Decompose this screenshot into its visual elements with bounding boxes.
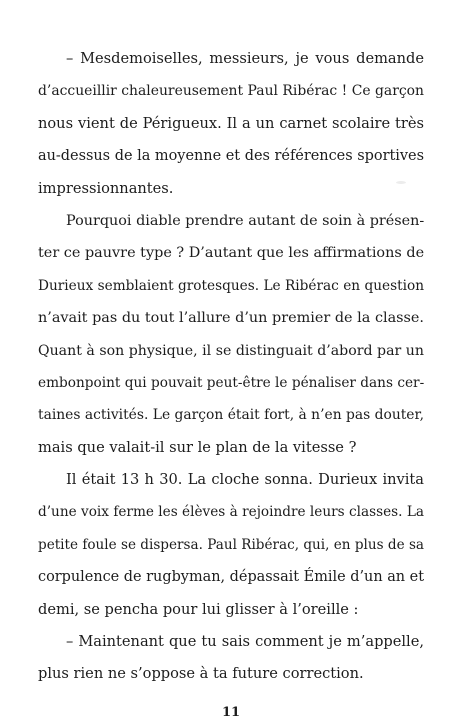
text-line: mais que valait-il sur le plan de la vitesse ? (38, 438, 357, 456)
paragraph (38, 43, 424, 205)
body-text (38, 43, 424, 691)
text-line: impressionnantes. (38, 179, 174, 197)
text-line: demi, se pencha pour lui glisser à l’oreille : (38, 600, 359, 618)
text-line: Quant à son physique, il se distinguait d’abord par un (38, 342, 424, 359)
text-line: – Maintenant que tu sais comment je m’appelle, (66, 633, 424, 651)
text-line: corpulence de rugbyman, dépassait Émile d’un an et (38, 569, 424, 586)
text-line: au-dessus de la moyenne et des références sportives (38, 148, 424, 165)
text-line: Pourquoi diable prendre autant de soin à présen- (66, 212, 425, 229)
text-line: petite foule se dispersa. Paul Ribérac, qui, en plus de sa (38, 536, 425, 553)
paragraph (38, 205, 424, 464)
paragraph (38, 464, 424, 626)
text-line: d’accueillir chaleureusement Paul Ribérac ! Ce garçon (38, 83, 424, 100)
page-number: 11 (221, 706, 241, 719)
text-line: – Mesdemoiselles, messieurs, je vous demande (66, 50, 424, 67)
paragraph (38, 626, 424, 691)
text-line: Durieux semblaient grotesques. Le Ribérac en question (38, 277, 424, 294)
text-line: n’avait pas du tout l’allure d’un premier de la classe. (38, 310, 424, 327)
paper-smudge (396, 181, 406, 184)
text-line: Il était 13 h 30. La cloche sonna. Durieux invita (66, 471, 424, 489)
text-line: plus rien ne s’oppose à ta future correction. (38, 665, 364, 683)
text-line: taines activités. Le garçon était fort, à n’en pas douter, (38, 407, 424, 424)
text-line: d’une voix ferme les élèves à rejoindre leurs classes. La (38, 504, 424, 521)
text-line: embonpoint qui pouvait peut-être le pénaliser dans cer- (38, 374, 425, 391)
text-line: ter ce pauvre type ? D’autant que les affirmations de (38, 245, 425, 262)
text-line: nous vient de Périgueux. Il a un carnet scolaire très (38, 114, 424, 132)
